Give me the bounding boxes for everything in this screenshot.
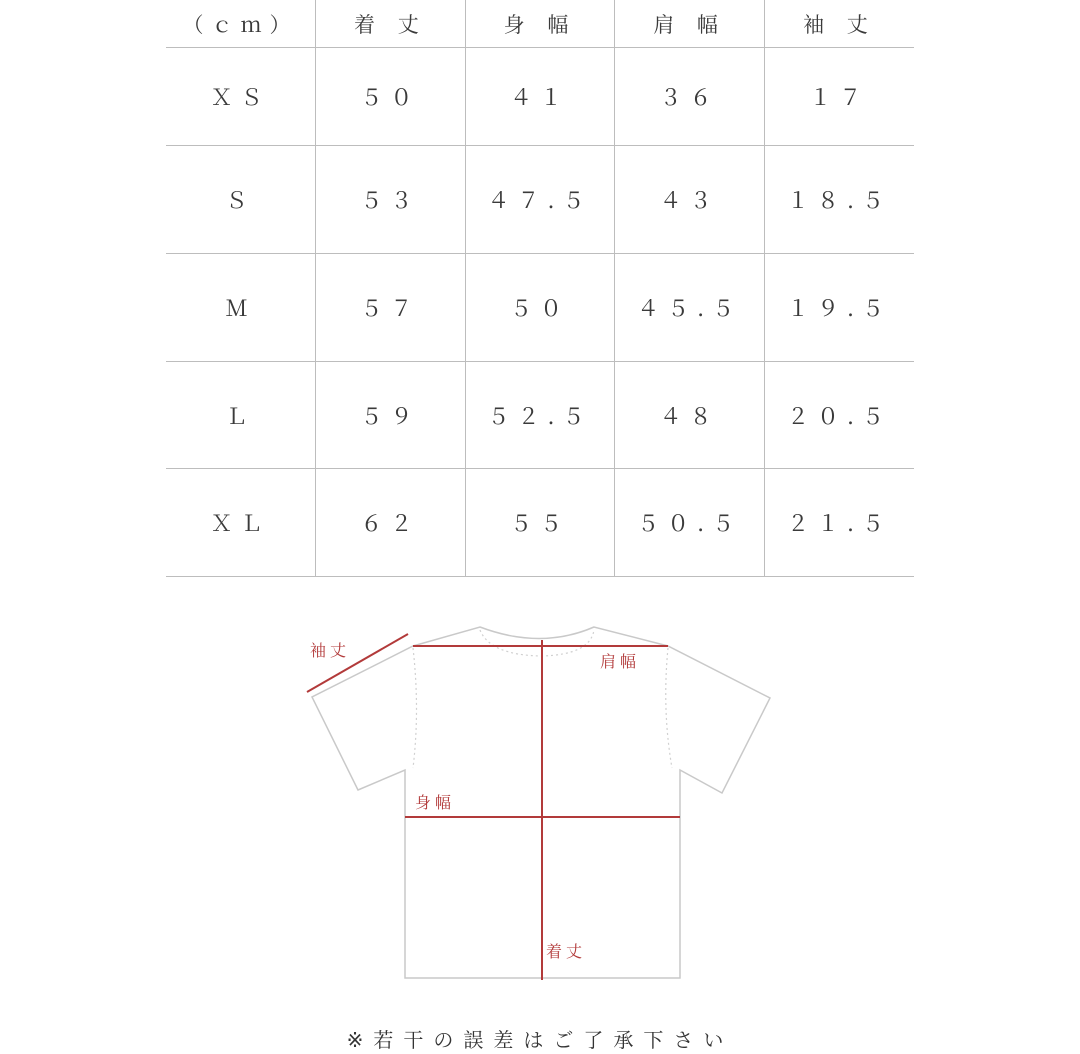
sleeve-length-cell: ２０.５	[764, 362, 914, 469]
table-row	[166, 469, 914, 577]
length-label: 着丈	[546, 942, 587, 961]
shoulder-width-cell: ５０.５	[615, 469, 765, 577]
sleeve-length-cell: １９.５	[764, 254, 914, 362]
table-row	[166, 48, 914, 146]
shoulder-width-cell: ４５.５	[615, 254, 765, 362]
body-width-cell: ５２.５	[465, 362, 615, 469]
table-row	[166, 254, 914, 362]
shoulder-width-cell: ４８	[615, 362, 765, 469]
length-cell: ５７	[316, 254, 466, 362]
size-cell: Ｍ	[166, 254, 316, 362]
shoulder-width-cell: ３６	[615, 48, 765, 146]
body-width-cell: ４７.５	[465, 146, 615, 254]
sleeve-length-cell: １７	[764, 48, 914, 146]
sleeve-length-cell: １８.５	[764, 146, 914, 254]
header-length: 着 丈	[316, 0, 466, 48]
shoulder-width-label: 肩幅	[600, 652, 641, 671]
body-width-cell: ４１	[465, 48, 615, 146]
length-cell: ５９	[316, 362, 466, 469]
size-cell: ＸＬ	[166, 469, 316, 577]
sleeve-length-label: 袖丈	[310, 641, 351, 660]
header-shoulder-width: 肩 幅	[615, 0, 765, 48]
size-cell: Ｓ	[166, 146, 316, 254]
table-row	[166, 146, 914, 254]
length-cell: ６２	[316, 469, 466, 577]
header-unit: （ｃｍ）	[166, 0, 316, 48]
body-width-cell: ５０	[465, 254, 615, 362]
body-width-label: 身幅	[415, 793, 456, 812]
table-row	[166, 362, 914, 469]
tshirt-measurement-diagram	[300, 620, 780, 990]
length-cell: ５３	[316, 146, 466, 254]
body-width-cell: ５５	[465, 469, 615, 577]
header-body-width: 身 幅	[465, 0, 615, 48]
error-disclaimer-note: ※若干の誤差はご了承下さい	[346, 1028, 734, 1052]
header-sleeve-length: 袖 丈	[764, 0, 914, 48]
table-header-row	[166, 0, 914, 48]
length-cell: ５０	[316, 48, 466, 146]
shoulder-width-cell: ４３	[615, 146, 765, 254]
size-cell: ＸＳ	[166, 48, 316, 146]
sleeve-length-cell: ２１.５	[764, 469, 914, 577]
size-table	[166, 0, 914, 577]
size-cell: Ｌ	[166, 362, 316, 469]
